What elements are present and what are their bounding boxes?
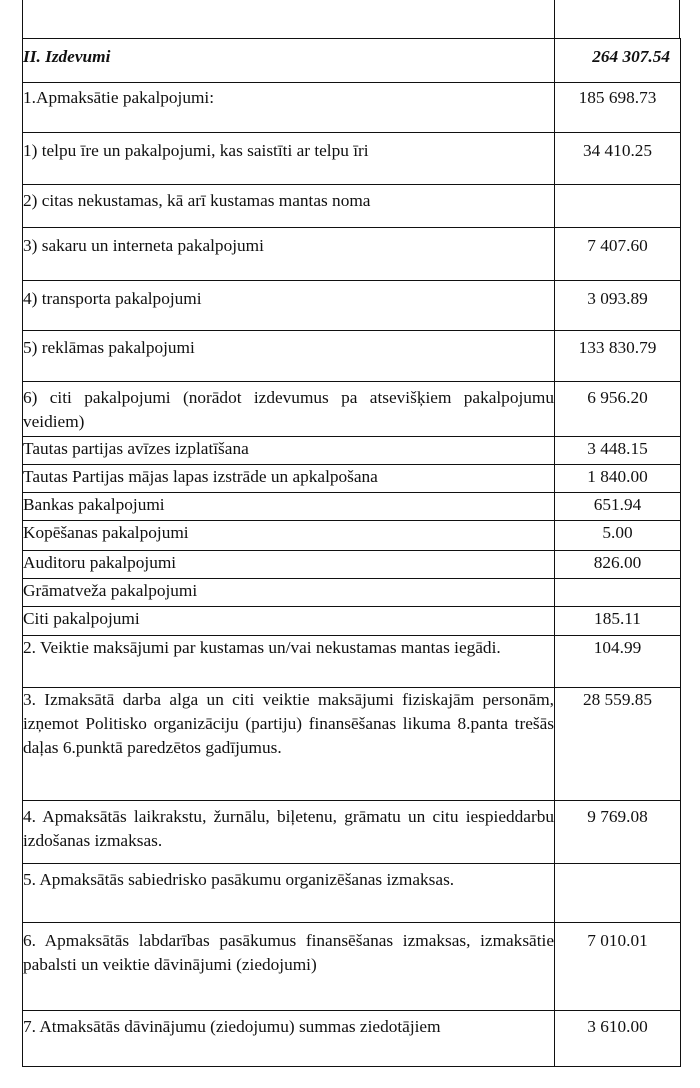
row-amount: 651.94 <box>555 493 681 521</box>
table-row <box>23 864 681 923</box>
expenses-table <box>22 38 681 1067</box>
row-amount: 7 010.01 <box>555 923 681 1011</box>
table-row <box>23 281 681 331</box>
row-amount <box>555 185 681 228</box>
row-amount: 3 093.89 <box>555 281 681 331</box>
row-amount: 3 610.00 <box>555 1011 681 1067</box>
row-label: 2. Veiktie maksājumi par kustamas un/vai nekustamas mantas iegādi. <box>23 636 555 688</box>
row-amount: 1 840.00 <box>555 465 681 493</box>
table-row <box>23 1011 681 1067</box>
table-row <box>23 801 681 864</box>
row-amount: 104.99 <box>555 636 681 688</box>
row-label: 6. Apmaksātās labdarības pasākumus finansēšanas izmaksas, izmaksātie pabalsti un veiktie dāvinājumi (ziedojumi) <box>23 923 555 1011</box>
row-amount: 5.00 <box>555 521 681 551</box>
column-line-middle <box>554 0 555 38</box>
row-amount: 133 830.79 <box>555 331 681 382</box>
row-label: 7. Atmaksātās dāvinājumu (ziedojumu) summas ziedotājiem <box>23 1011 555 1067</box>
table-row <box>23 382 681 437</box>
row-label: Tautas partijas avīzes izplatīšana <box>23 437 555 465</box>
row-amount: 185 698.73 <box>555 83 681 133</box>
column-line-right <box>679 0 680 38</box>
row-label: 3. Izmaksātā darba alga un citi veiktie maksājumi fiziskajām personām, izņemot Politisko organizāciju (partiju) finansēšanas likuma 8.panta trešās daļas 6.punktā paredzētos gadījumus. <box>23 688 555 801</box>
table-row <box>23 688 681 801</box>
row-amount: 826.00 <box>555 551 681 579</box>
row-label: 1) telpu īre un pakalpojumi, kas saistīti ar telpu īri <box>23 133 555 185</box>
row-label: Tautas Partijas mājas lapas izstrāde un apkalpošana <box>23 465 555 493</box>
column-line-left <box>22 0 23 38</box>
row-amount: 185.11 <box>555 607 681 636</box>
table-row <box>23 465 681 493</box>
row-label: Grāmatveža pakalpojumi <box>23 579 555 607</box>
row-label: 6) citi pakalpojumi (norādot izdevumus pa atsevišķiem pakalpojumu veidiem) <box>23 382 555 437</box>
row-label: Citi pakalpojumi <box>23 607 555 636</box>
table-row <box>23 133 681 185</box>
row-label: 4. Apmaksātās laikrakstu, žurnālu, biļetenu, grāmatu un citu iespieddarbu izdošanas izmaksas. <box>23 801 555 864</box>
table-row <box>23 551 681 579</box>
row-label: 2) citas nekustamas, kā arī kustamas mantas noma <box>23 185 555 228</box>
section-header-row <box>23 39 681 83</box>
row-amount: 34 410.25 <box>555 133 681 185</box>
table-row <box>23 228 681 281</box>
row-label: 3) sakaru un interneta pakalpojumi <box>23 228 555 281</box>
row-amount: 7 407.60 <box>555 228 681 281</box>
row-amount: 28 559.85 <box>555 688 681 801</box>
row-label: 5) reklāmas pakalpojumi <box>23 331 555 382</box>
table-row <box>23 493 681 521</box>
table-row <box>23 923 681 1011</box>
row-label: 1.Apmaksātie pakalpojumi: <box>23 83 555 133</box>
table-row <box>23 521 681 551</box>
section-total: 264 307.54 <box>555 39 681 83</box>
table-row <box>23 83 681 133</box>
row-amount <box>555 579 681 607</box>
row-amount <box>555 864 681 923</box>
table-row <box>23 636 681 688</box>
table-row <box>23 185 681 228</box>
table-row <box>23 607 681 636</box>
row-label: Auditoru pakalpojumi <box>23 551 555 579</box>
table-row <box>23 437 681 465</box>
row-amount: 6 956.20 <box>555 382 681 437</box>
row-label: 5. Apmaksātās sabiedrisko pasākumu organizēšanas izmaksas. <box>23 864 555 923</box>
section-title: II. Izdevumi <box>23 39 555 83</box>
table-row <box>23 579 681 607</box>
row-amount: 3 448.15 <box>555 437 681 465</box>
row-label: Kopēšanas pakalpojumi <box>23 521 555 551</box>
row-label: Bankas pakalpojumi <box>23 493 555 521</box>
table-row <box>23 331 681 382</box>
row-amount: 9 769.08 <box>555 801 681 864</box>
row-label: 4) transporta pakalpojumi <box>23 281 555 331</box>
